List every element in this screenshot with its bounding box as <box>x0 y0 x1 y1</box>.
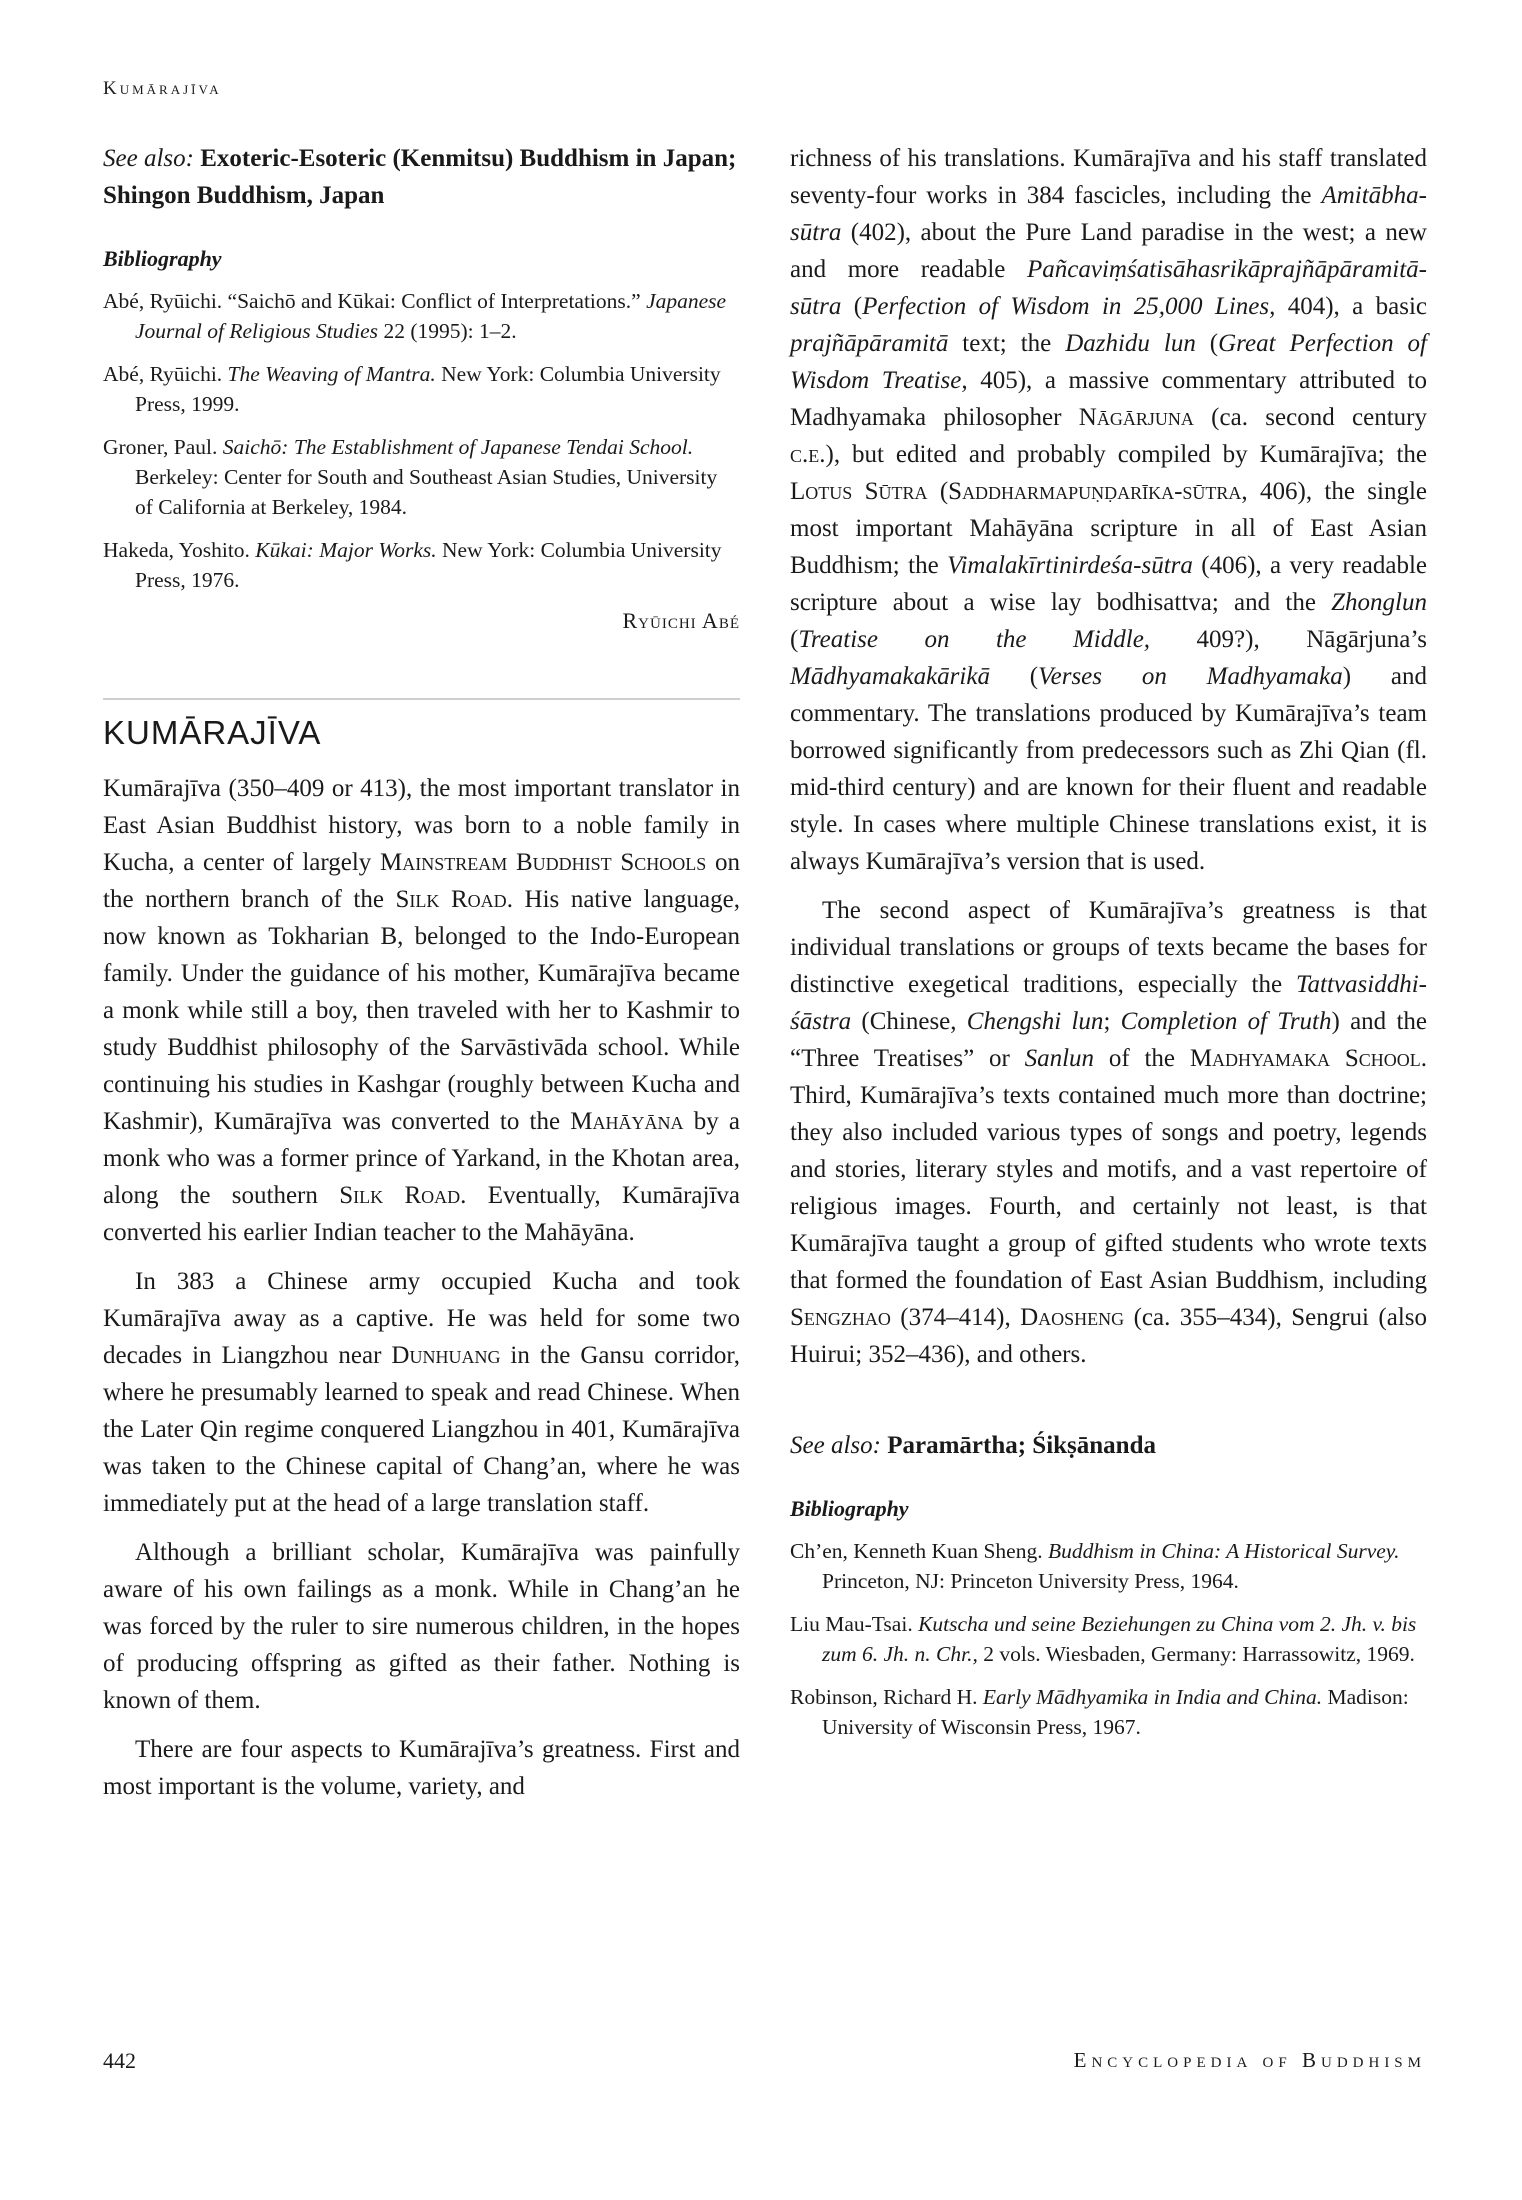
body-paragraph: The second aspect of Kumārajīva’s greatness is that individual translations or groups of texts became the bases for distinctive exegetical traditions, especially the Tattvasiddhi-śāstra (Chinese, Chengshi lun; Completion of Truth) and the “Three Treatises” or Sanlun of the Madhyamaka School. Third, Kumārajīva’s texts contained much more than doctrine; they also included various types of songs and poetry, legends and stories, literary styles and motifs, and a vast repertoire of religious images. Fourth, and certainly not least, is that Kumārajīva taught a group of gifted students who wrote texts that formed the foundation of East Asian Buddhism, including Sengzhao (374–414), Daosheng (ca. 355–434), Sengrui (also Huirui; 352–436), and others. <box>790 897 1428 1368</box>
bib-entry: Abé, Ryūichi. The Weaving of Mantra. New York: Columbia University Press, 1999. <box>103 362 721 416</box>
left-column <box>103 140 740 1817</box>
see-also-label: See also: <box>790 1432 881 1459</box>
body-paragraph: There are four aspects to Kumārajīva’s greatness. First and most important is the volume, variety, and <box>103 1736 740 1800</box>
cross-ref-link[interactable]: Silk Road <box>339 1182 461 1209</box>
bib-entry: Robinson, Richard H. Early Mādhyamika in India and China. Madison: University of Wisconsin Press, 1967. <box>790 1685 1409 1739</box>
cross-ref-link[interactable]: Sengzhao <box>790 1304 891 1331</box>
section-divider <box>103 698 740 700</box>
see-also-label: See also: <box>103 145 194 172</box>
bib-entry: Groner, Paul. Saichō: The Establishment of Japanese Tendai School. Berkeley: Center for South and Southeast Asian Studies, University of California at Berkeley, 1984. <box>103 435 718 519</box>
cross-ref-link[interactable]: Mahāyāna <box>570 1108 684 1135</box>
see-also <box>103 140 740 214</box>
see-also <box>790 1427 1427 1464</box>
cross-ref-link[interactable]: Daosheng <box>1020 1304 1125 1331</box>
bib-entry: Hakeda, Yoshito. Kūkai: Major Works. New York: Columbia University Press, 1976. <box>103 538 722 592</box>
page-number: 442 <box>103 2048 136 2073</box>
see-also-refs[interactable]: Paramārtha; Śikṣānanda <box>887 1432 1156 1459</box>
bib-entry: Liu Mau-Tsai. Kutscha und seine Beziehungen zu China vom 2. Jh. v. bis zum 6. Jh. n. Chr., 2 vols. Wiesbaden, Germany: Harrassowitz, 1969. <box>790 1612 1417 1666</box>
book-title: Encyclopedia of Buddhism <box>1073 2048 1426 2072</box>
see-also-refs[interactable]: Exoteric-Esoteric (Kenmitsu) Buddhism in Japan; Shingon Buddhism, Japan <box>103 145 737 209</box>
cross-ref-link[interactable]: Madhyamaka School <box>1189 1045 1421 1072</box>
bibliography-heading: Bibliography <box>790 1496 909 1521</box>
cross-ref-link[interactable]: Dunhuang <box>391 1342 501 1369</box>
cross-ref-link[interactable]: Lotus Sūtra (Saddharmapuṇḍarīka-sūtra <box>790 478 1242 505</box>
bib-entry: Ch’en, Kenneth Kuan Sheng. Buddhism in China: A Historical Survey. Princeton, NJ: Princeton University Press, 1964. <box>790 1539 1400 1593</box>
cross-ref-link[interactable]: Silk Road <box>395 886 507 913</box>
body-paragraph: Although a brilliant scholar, Kumārajīva was painfully aware of his own failings as a monk. While in Chang’an he was forced by the ruler to sire numerous children, in the hopes of producing offspring as gifted as their father. Nothing is known of them. <box>103 1539 740 1714</box>
body-paragraph: Kumārajīva (350–409 or 413), the most important translator in East Asian Buddhist history, was born to a noble family in Kucha, a center of largely Mainstream Buddhist Schools on the northern branch of the Silk Road. His native language, now known as Tokharian B, belonged to the Indo-European family. Under the guidance of his mother, Kumārajīva became a monk while still a boy, then traveled with her to Kashmir to study Buddhist philosophy of the Sarvāstivāda school. While continuing his studies in Kashgar (roughly between Kucha and Kashmir), Kumārajīva was converted to the Mahāyāna by a monk who was a former prince of Yarkand, in the Khotan area, along the southern Silk Road. Eventually, Kumārajīva converted his earlier Indian teacher to the Mahāyāna. <box>103 775 740 1246</box>
body-paragraph: In 383 a Chinese army occupied Kucha and took Kumārajīva away as a captive. He was held for some two decades in Liangzhou near Dunhuang in the Gansu corridor, where he presumably learned to speak and read Chinese. When the Later Qin regime conquered Liangzhou in 401, Kumārajīva was taken to the Chinese capital of Chang’an, where he was immediately put at the head of a large translation staff. <box>103 1268 740 1517</box>
cross-ref-link[interactable]: Nāgārjuna <box>1078 404 1194 431</box>
bibliography-heading: Bibliography <box>103 246 222 271</box>
article-title: KUMĀRAJĪVA <box>103 714 322 751</box>
cross-ref-link[interactable]: Mainstream Buddhist Schools <box>380 849 707 876</box>
running-head: Kumārajīva <box>103 78 222 99</box>
author-signature: Ryūichi Abé <box>622 608 740 633</box>
body-paragraph: richness of his translations. Kumārajīva and his staff translated seventy-four works in 384 fascicles, including the Amitābha-sūtra (402), about the Pure Land paradise in the west; a new and more readable Pañcaviṃśatisāhasrikāprajñāpāramitā-sūtra (Perfection of Wisdom in 25,000 Lines, 404), a basic prajñāpāramitā text; the Dazhidu lun (Great Perfection of Wisdom Treatise, 405), a massive commentary attributed to Madhyamaka philosopher Nāgārjuna (ca. second century c.e.), but edited and probably compiled by Kumārajīva; the Lotus Sūtra (Saddharmapuṇḍarīka-sūtra, 406), the single most important Mahāyāna scripture in all of East Asian Buddhism; the Vimalakīrtinirdeśa-sūtra (406), a very readable scripture about a wise lay bodhisattva; and the Zhonglun (Treatise on the Middle, 409?), Nāgārjuna’s Mādhyamakakārikā (Verses on Madhyamaka) and commentary. The translations produced by Kumārajīva’s team borrowed significantly from predecessors such as Zhi Qian (fl. mid-third century) and are known for their fluent and readable style. In cases where multiple Chinese translations exist, it is always Kumārajīva’s version that is used. <box>790 145 1428 875</box>
bib-entry: Abé, Ryūichi. “Saichō and Kūkai: Conflict of Interpretations.” Japanese Journal of Religious Studies 22 (1995): 1–2. <box>103 289 727 343</box>
right-column <box>790 140 1427 1755</box>
